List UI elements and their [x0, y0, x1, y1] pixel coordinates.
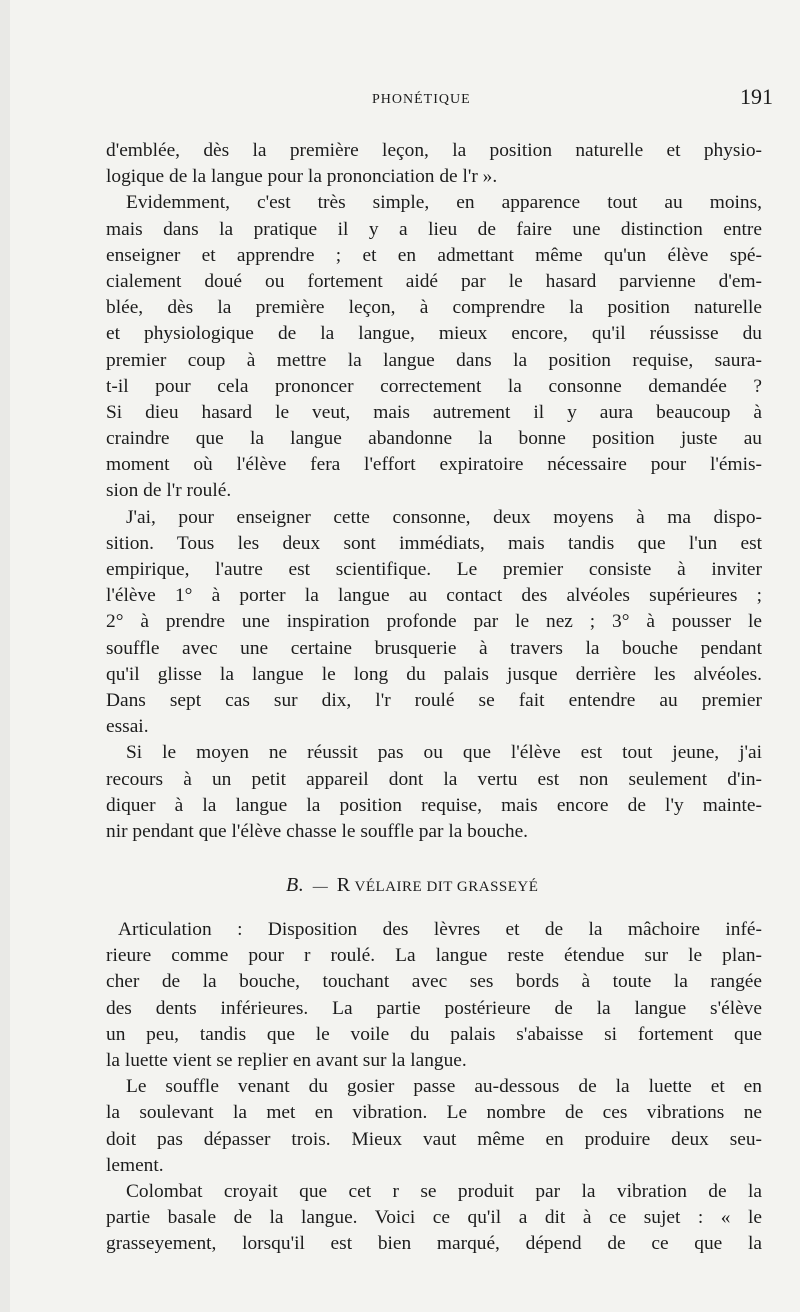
text-line: souffle avec une certaine brusquerie à travers la bouche pendant: [106, 637, 762, 659]
section-dash: —: [312, 879, 329, 896]
text-line: grasseyement, lorsqu'il est bien marqué, dépend de ce que la: [106, 1233, 762, 1255]
section-r: R: [336, 874, 351, 897]
text-line: partie basale de la langue. Voici ce qu'il a dit à ce sujet : « le: [106, 1207, 762, 1229]
text-line: un peu, tandis que le voile du palais s'abaisse si fortement que: [106, 1023, 762, 1045]
text-line: diquer à la langue la position requise, mais encore de l'y mainte-: [106, 794, 762, 816]
text-line: d'emblée, dès la première leçon, la position naturelle et physio-: [106, 140, 762, 161]
text-line: logique de la langue pour la prononciation de l'r ».: [106, 166, 498, 188]
text-line: lement.: [106, 1154, 164, 1176]
text-line: qu'il glisse la langue le long du palais jusque derrière les alvéoles.: [106, 663, 762, 685]
text-line: 2° à prendre une inspiration profonde par le nez ; 3° à pousser le: [106, 611, 762, 633]
text-line: Si le moyen ne réussit pas ou que l'élève est tout jeune, j'ai: [126, 742, 762, 764]
text-line: craindre que la langue abandonne la bonne position juste au: [106, 428, 762, 450]
text-line: blée, dès la première leçon, à comprendre la position naturelle: [106, 297, 762, 319]
text-line: des dents inférieures. La partie postérieure de la langue s'élève: [106, 997, 762, 1019]
text-line: la luette vient se replier en avant sur la langue.: [106, 1050, 467, 1071]
page-header: [10, 84, 800, 120]
text-line: cialement doué ou fortement aidé par le hasard parvienne d'em-: [106, 270, 762, 292]
text-line: t-il pour cela prononcer correctement la consonne demandée ?: [106, 375, 762, 397]
section-heading: [106, 865, 762, 905]
text-line: la soulevant la met en vibration. Le nombre de ces vibrations ne: [106, 1102, 762, 1124]
text-line: sition. Tous les deux sont immédiats, mais tandis que l'un est: [106, 532, 762, 554]
text-line: enseigner et apprendre ; et en admettant même qu'un élève spé-: [106, 244, 762, 266]
text-line: recours à un petit appareil dont la vertu est non seulement d'in-: [106, 768, 762, 790]
text-line: Evidemment, c'est très simple, en apparence tout au moins,: [126, 192, 762, 214]
text-line: empirique, l'autre est scientifique. Le premier consiste à inviter: [106, 559, 762, 580]
page-number: 191: [740, 84, 773, 109]
text-line: J'ai, pour enseigner cette consonne, deux moyens à ma dispo-: [126, 506, 762, 528]
section-letter: B.: [286, 874, 305, 897]
text-line: rieure comme pour r roulé. La langue reste étendue sur le plan-: [106, 945, 762, 967]
body-text: [106, 138, 762, 1258]
text-line: Si dieu hasard le veut, mais autrement il y aura beaucoup à: [106, 401, 762, 423]
book-page: [10, 0, 800, 1312]
text-line: Dans sept cas sur dix, l'r roulé se fait entendre au premier: [106, 689, 762, 711]
text-line: l'élève 1° à porter la langue au contact des alvéoles supérieures ;: [106, 585, 762, 607]
text-line: Colombat croyait que cet r se produit par la vibration de la: [126, 1180, 762, 1202]
text-line: Articulation : Disposition des lèvres et de la mâchoire infé-: [118, 919, 762, 941]
text-line: doit pas dépasser trois. Mieux vaut même en produire deux seu-: [106, 1128, 762, 1150]
text-line: premier coup à mettre la langue dans la position requise, saura-: [106, 349, 762, 371]
text-line: cher de la bouche, touchant avec ses bords à toute la rangée: [106, 971, 762, 993]
text-line: essai.: [106, 716, 149, 738]
text-line: nir pendant que l'élève chasse le souffle par la bouche.: [106, 820, 529, 842]
text-line: sion de l'r roulé.: [106, 480, 232, 502]
text-line: Le souffle venant du gosier passe au-dessous de la luette et en: [126, 1076, 762, 1098]
running-title: PHONÉTIQUE: [372, 92, 471, 107]
section-title: VÉLAIRE DIT GRASSEYÉ: [354, 879, 539, 896]
text-line: et physiologique de la langue, mieux encore, qu'il réussisse du: [106, 323, 762, 345]
text-line: mais dans la pratique il y a lieu de faire une distinction entre: [106, 218, 762, 240]
text-line: moment où l'élève fera l'effort expiratoire nécessaire pour l'émis-: [106, 454, 762, 476]
